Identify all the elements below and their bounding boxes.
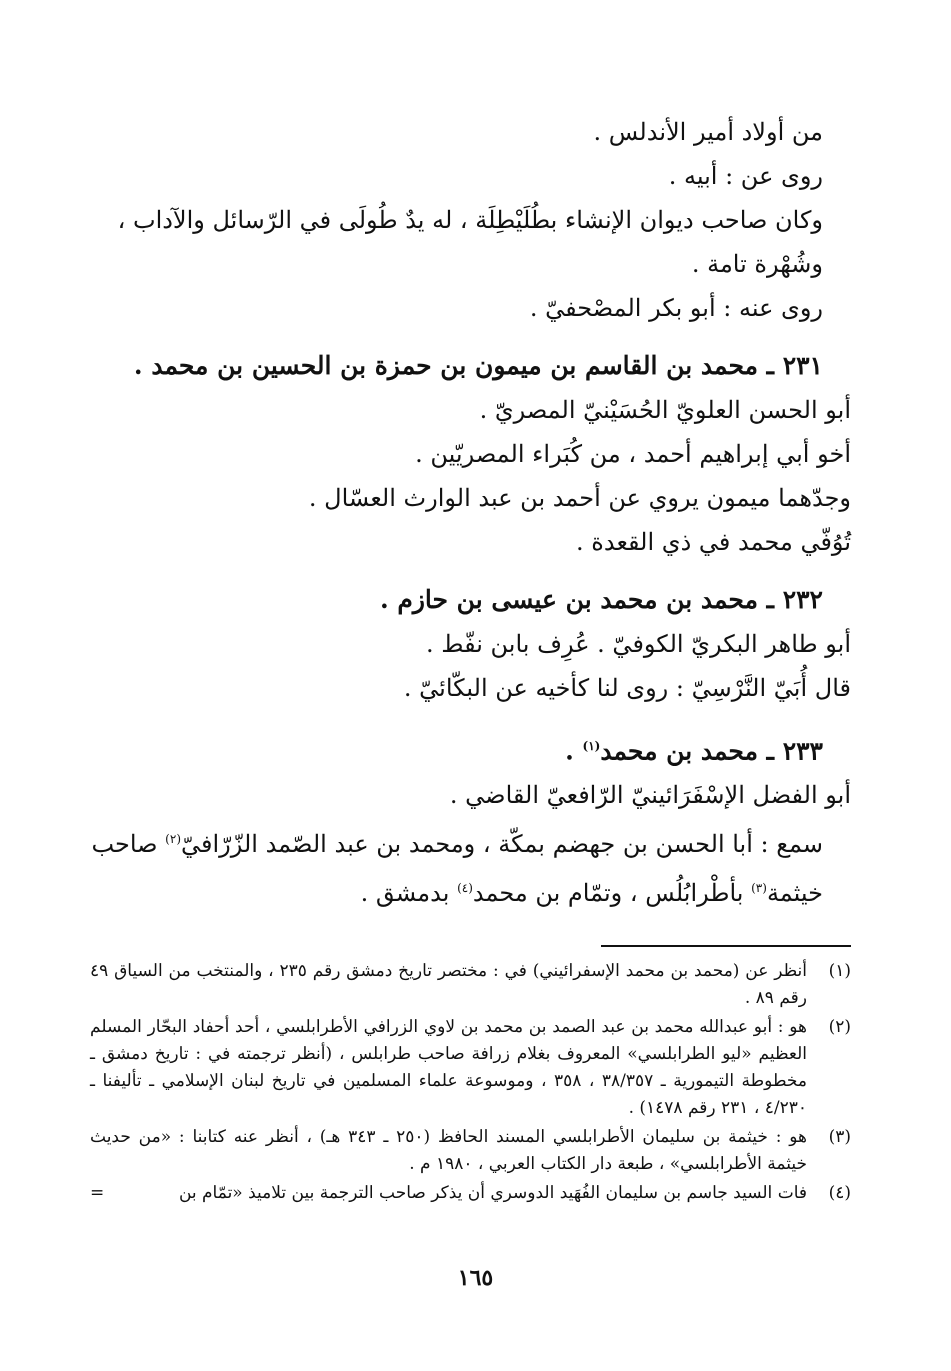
text-line: تُوُفّي محمد في ذي القعدة . [576,528,851,556]
text-line: وجدّهما ميمون يروي عن أحمد بن عبد الوارث العسّال . [308,484,851,512]
text-line: أبو الفضل الإسْفَرَائينيّ الرّافعيّ القاضي . [449,781,851,810]
text-line: أبو طاهر البكريّ الكوفيّ . عُرِف بابن نفّط . [426,630,851,658]
footnote-text: فات السيد جاسم بن سليمان الفُهَيد الدوسري أن يذكر صاحب الترجمة بين تلاميذ «تمّام بن [178,1183,807,1203]
entry-heading-232: ٢٣٢ ـ محمد بن محمد بن عيسى بن حازم . [379,585,823,614]
heard-text-b: صاحب خيثمة [91,830,823,908]
footnote-ref: (٤) [457,881,473,896]
heading-text: ٢٣٣ ـ محمد بن محمد [600,736,823,766]
heard-paragraph [90,817,851,915]
footnote [90,1124,851,1178]
footnote-text: هو : خيثمة بن سليمان الأطرابلسي المسند الحافظ (٢٥٠ ـ ٣٤٣ هـ) ، أنظر عنه كتابنا : «من حديث خيثمة الأطرابلسي» ، طبعة دار الكتاب العربي ، ١٩٨٠ م . [90,1127,807,1174]
text-line: روى عن : أبيه . [668,162,823,190]
entry-heading-233 [90,724,851,773]
page-number: ١٦٥ [457,1265,494,1291]
heard-text-d: بدمشق . [360,879,458,908]
footnote-number: (٢) [828,1017,851,1037]
footnotes [90,958,851,1209]
text-line: من أولاد أمير الأندلس . [593,118,823,146]
footnote-ref: (٢) [165,832,181,847]
footnote-text: أنظر عن (محمد بن محمد الإسفرائيني) في : مختصر تاريخ دمشق رقم ٢٣٥ ، والمنتخب من السياق ٤٩ رقم ٨٩ . [90,961,808,1008]
footnote [90,1014,851,1122]
footnote [90,958,851,1012]
text-line: قال أُبَيّ النَّرْسِيّ : روى لنا كأخيه عن البكّائيّ . [403,674,851,702]
footnote-number: (١) [828,961,851,981]
text-line: أخو أبي إبراهيم أحمد ، من كُبَراء المصريّين . [415,440,851,468]
footnote-number: (٣) [828,1127,851,1147]
footnote-ref: (٣) [751,881,767,896]
text-line: أبو الحسن العلويّ الحُسَيْنيّ المصريّ . [479,396,851,424]
footnote-ref: (١) [582,739,601,753]
footnote [90,1180,851,1207]
entry-heading-231: ٢٣١ ـ محمد بن القاسم بن ميمون بن حمزة بن الحسين بن محمد . [133,351,823,380]
footnote-text: هو : أبو عبدالله محمد بن عبد الصمد بن محمد بن لاوي الزرافي الأطرابلسي ، أحد أحفاد البحّار المسلم العظيم «ليو الطرابلسي» المعروف بغلام زرافة صاحب طرابلس ، (أنظر ترجمته في : تاريخ دمشق ـ مخطوطة التيمورية ـ ٣٨/٣٥٧ ، ٣٥٨ ، وموسوعة علماء المسلمين في تاريخ لبنان الإسلامي ـ تأليفنا ـ ٤/٢٣٠ ، ٢٣١ رقم ١٤٧٨) . [90,1017,807,1118]
footnote-rule [601,945,851,947]
continuation-mark: = [90,1183,105,1203]
main-text [90,110,851,915]
text-line: وكان صاحب ديوان الإنشاء بطُلَيْطِلَة ، له يدٌ طُولَى في الرّسائل والآداب ، وشُهْرة تامة . [117,206,823,278]
heard-text-c: بأطْرابُلُس ، وتمّام بن محمد [472,879,752,908]
text-line: روى عنه : أبو بكر المصْحفيّ . [529,294,823,322]
footnote-number: (٤) [828,1183,851,1203]
heard-text-a: سمع : أبا الحسن بن جهضم بمكّة ، ومحمد بن عبد الصّمد الزّرّافيّ [181,830,823,859]
heading-end: . [565,736,583,766]
